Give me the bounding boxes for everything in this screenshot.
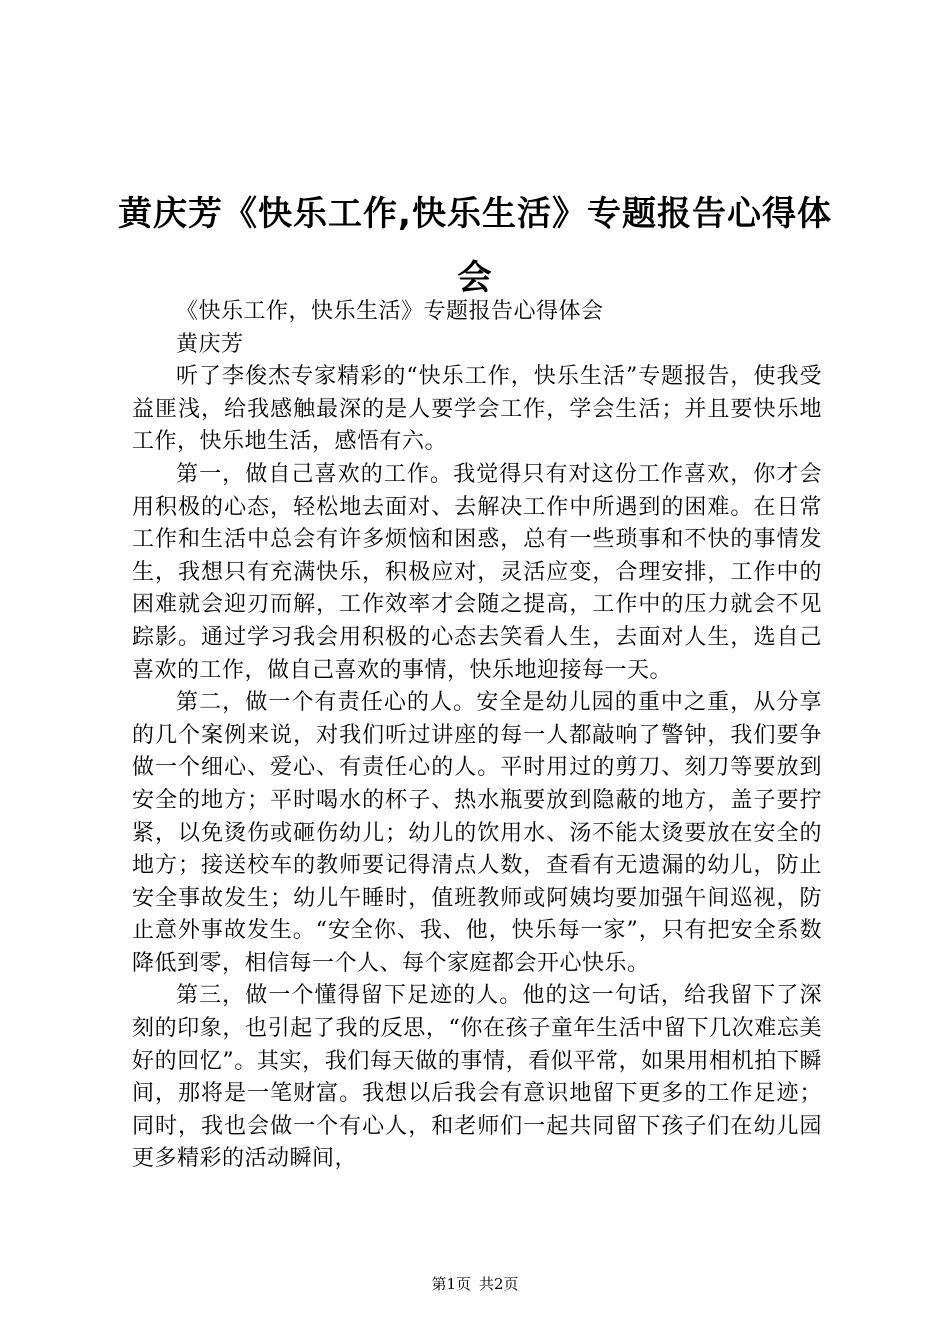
document-title: 黄庆芳《快乐工作,快乐生活》专题报告心得体会 xyxy=(118,194,832,298)
point-two-paragraph: 第二，做一个有责任心的人。安全是幼儿园的重中之重，从分享的几个案例来说，对我们听过讲座的每一人都敲响了警钟，我们要争做一个细心、爱心、有责任心的人。平时用过的剪刀、刻刀等要放到安全的地方；平时喝水的杯子、热水瓶要放到隐蔽的地方，盖子要拧紧，以免烫伤或砸伤幼儿；幼儿的饮用水、汤不能太烫要放在安全的地方；接送校车的教师要记得清点人数，查看有无遗漏的幼儿，防止安全事故发生；幼儿午睡时，值班教师或阿姨均要加强午间巡视，防止意外事故发生。“安全你、我、他，快乐每一家”，只有把安全系数降低到零，相信每一个人、每个家庭都会开心快乐。 xyxy=(132,690,822,976)
point-one-paragraph: 第一，做自己喜欢的工作。我觉得只有对这份工作喜欢，你才会用积极的心态，轻松地去面对、去解决工作中所遇到的困难。在日常工作和生活中总会有许多烦恼和困惑，总有一些琐事和不快的事情发生，我想只有充满快乐，积极应对，灵活应变，合理安排，工作中的困难就会迎刃而解，工作效率才会随之提高，工作中的压力就会不见踪影。通过学习我会用积极的心态去笑看人生，去面对人生，选自己喜欢的工作，做自己喜欢的事情，快乐地迎接每一天。 xyxy=(132,461,822,683)
document-body xyxy=(132,296,822,1176)
intro-paragraph: 听了李俊杰专家精彩的“快乐工作，快乐生活”专题报告，使我受益匪浅，给我感触最深的是人要学会工作，学会生活；并且要快乐地工作，快乐地生活，感悟有六。 xyxy=(132,364,822,455)
page-number: 第1页 xyxy=(431,1275,471,1293)
point-three-paragraph: 第三，做一个懂得留下足迹的人。他的这一句话，给我留下了深刻的印象，也引起了我的反思，“你在孩子童年生活中留下几次难忘美好的回忆”。其实，我们每天做的事情，看似平常，如果用相机拍下瞬间，那将是一笔财富。我想以后我会有意识地留下更多的工作足迹；同时，我也会做一个有心人，和老师们一起共同留下孩子们在幼儿园更多精彩的活动瞬间， xyxy=(132,983,822,1172)
subtitle-paragraph: 《快乐工作，快乐生活》专题报告心得体会 xyxy=(176,299,604,324)
page-total: 共2页 xyxy=(479,1275,519,1293)
author-paragraph: 黄庆芳 xyxy=(176,331,244,357)
page-footer xyxy=(0,1274,950,1294)
